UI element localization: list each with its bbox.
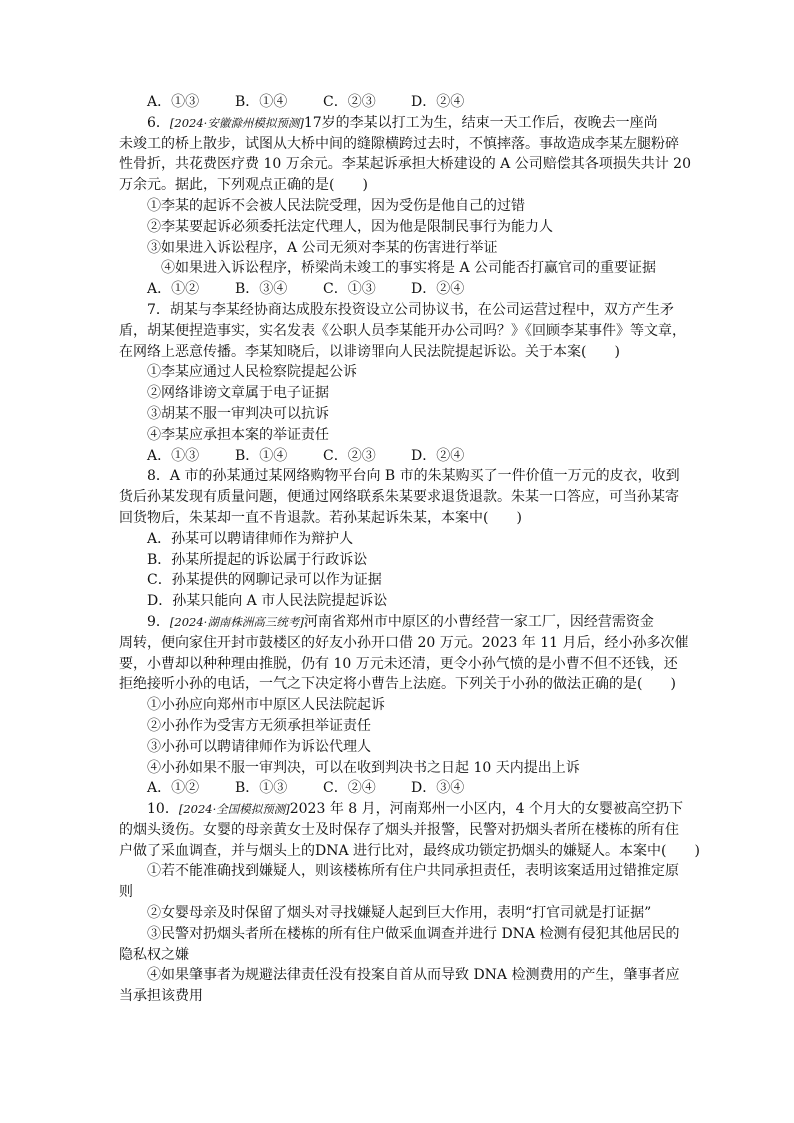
q5-option-a: A．①③ bbox=[147, 94, 200, 110]
q9-source: [2024·湖南株洲高三统考] bbox=[169, 614, 304, 629]
q10-item-2: ②女婴母亲及时保留了烟头对寻找嫌疑人起到巨大作用，表明“打官司就是打证据” bbox=[147, 905, 652, 922]
q6-item-2: ②李某要起诉必须委托法定代理人，因为他是限制民事行为能力人 bbox=[147, 218, 553, 235]
q10-item-1-line-1: ①若不能准确找到嫌疑人，则该楼栋所有住户共同承担责任，表明该案适用过错推定原 bbox=[147, 863, 679, 880]
q10-stem-text-1: 2023 年 8 月，河南郑州一小区内，4 个月大的女婴被高空扔下 bbox=[289, 801, 683, 818]
q9-item-2: ②小孙作为受害方无须承担举证责任 bbox=[147, 717, 371, 734]
q5-option-c: C．②③ bbox=[323, 94, 376, 110]
q8-choice-d: D．孙某只能向 A 市人民法院提起诉讼 bbox=[147, 593, 388, 610]
q6-option-b: B．③④ bbox=[235, 281, 288, 298]
q9-stem-line-3: 要，小曹却以种种理由推脱，仍有 10 万元未还清，更令小孙气愤的是小曹不但不还钱，还 bbox=[119, 655, 678, 672]
q10-item-1-line-2: 则 bbox=[119, 884, 133, 901]
q9-stem-line-2: 周转，便向家住开封市鼓楼区的好友小孙开口借 20 万元。2023 年 11 月后，经小孙多次催 bbox=[119, 634, 689, 651]
q9-stem-line-4: 拒绝接听小孙的电话，一气之下决定将小曹告上法庭。下列关于小孙的做法正确的是( ) bbox=[119, 676, 676, 693]
q6-number: 6． bbox=[147, 114, 170, 131]
q7-stem-line-2: 盾，胡某便捏造事实，实名发表《公职人员李某能开办公司吗？》《回顾李某事件》等文章， bbox=[119, 322, 686, 339]
q7-stem-line-3: 在网络上恶意传播。李某知晓后，以诽谤罪向人民法院提起诉讼。关于本案( ) bbox=[119, 343, 620, 360]
q6-option-d: D．②④ bbox=[411, 281, 465, 298]
q7-option-a: A．①③ bbox=[147, 447, 200, 464]
q7-stem-line-1: 7．胡某与李某经协商达成股东投资设立公司协议书，在公司运营过程中，双方产生矛 bbox=[147, 301, 674, 318]
q7-option-d: D．②④ bbox=[411, 447, 465, 464]
q9-option-d: D．③④ bbox=[411, 780, 465, 797]
q8-choice-a: A．孙某可以聘请律师作为辩护人 bbox=[147, 530, 354, 547]
q9-option-a: A．①② bbox=[147, 780, 200, 797]
q9-stem-line-1 bbox=[119, 612, 679, 633]
q9-stem-text-1: 河南省郑州市中原区的小曹经营一家工厂，因经营需资金 bbox=[303, 613, 654, 630]
q6-option-c: C．①③ bbox=[323, 281, 376, 298]
q7-option-b: B．①④ bbox=[235, 447, 288, 464]
q9-item-3: ③小孙可以聘请律师作为诉讼代理人 bbox=[147, 738, 371, 755]
q6-item-1: ①李某的起诉不会被人民法院受理，因为受伤是他自己的过错 bbox=[147, 197, 525, 214]
q9-options bbox=[119, 778, 679, 799]
q10-item-4-line-1: ④如果肇事者为规避法律责任没有投案自首从而导致 DNA 检测费用的产生，肇事者应 bbox=[147, 967, 680, 984]
q6-source: [2024·安徽滁州模拟预测] bbox=[169, 115, 304, 130]
exam-page bbox=[119, 92, 700, 1007]
q7-item-3: ③胡某不服一审判决可以抗诉 bbox=[147, 405, 329, 422]
q6-stem-line-4: 万余元。据此，下列观点正确的是( ) bbox=[119, 177, 368, 194]
q6-options bbox=[119, 279, 679, 300]
q7-item-2: ②网络诽谤文章属于电子证据 bbox=[147, 385, 329, 402]
q7-item-1: ①李某应通过人民检察院提起公诉 bbox=[147, 364, 357, 381]
q10-source: [2024·全国模拟预测] bbox=[178, 802, 290, 817]
q10-number: 10． bbox=[147, 801, 179, 818]
q10-item-4-line-2: 当承担该费用 bbox=[119, 988, 203, 1005]
q8-choice-c: C．孙某提供的网聊记录可以作为证据 bbox=[147, 572, 382, 589]
q6-item-4: ④如果进入诉讼程序，桥梁尚未竣工的事实将是 A 公司能否打赢官司的重要证据 bbox=[161, 260, 657, 277]
q8-stem-line-1: 8．A 市的孙某通过某网络购物平台向 B 市的朱某购买了一件价值一万元的皮衣，收到 bbox=[147, 468, 680, 485]
q9-option-b: B．①③ bbox=[235, 780, 288, 797]
q9-number: 9． bbox=[147, 613, 170, 630]
q8-stem-line-3: 回货物后，朱某却一直不肯退款。若孙某起诉朱某，本案中( ) bbox=[119, 509, 522, 526]
q6-option-a: A．①② bbox=[147, 281, 200, 298]
q10-stem-line-2: 的烟头烫伤。女婴的母亲黄女士及时保存了烟头并报警，民警对扔烟头者所在楼栋的所有住 bbox=[119, 821, 679, 838]
q8-choice-b: B．孙某所提起的诉讼属于行政诉讼 bbox=[147, 551, 368, 568]
q9-option-c: C．②④ bbox=[323, 780, 376, 797]
q10-stem-line-1 bbox=[119, 799, 683, 820]
q7-option-c: C．②③ bbox=[323, 447, 376, 464]
q9-item-4: ④小孙如果不服一审判决，可以在收到判决书之日起 10 天内提出上诉 bbox=[147, 759, 580, 776]
q7-item-4: ④李某应承担本案的举证责任 bbox=[147, 426, 329, 443]
q10-stem-line-3: 户做了采血调查，并与烟头上的DNA 进行比对，最终成功锁定扔烟头的嫌疑人。本案中( ) bbox=[119, 842, 700, 859]
q5-options bbox=[119, 92, 679, 113]
q9-item-1: ①小孙应向郑州市中原区人民法院起诉 bbox=[147, 697, 385, 714]
q8-stem-line-2: 货后孙某发现有质量问题，便通过网络联系朱某要求退货退款。朱某一口答应，可当孙某寄 bbox=[119, 489, 679, 506]
q10-item-3-line-2: 隐私权之嫌 bbox=[119, 946, 189, 963]
q6-stem-line-1 bbox=[119, 113, 679, 134]
q5-option-b: B．①④ bbox=[235, 94, 288, 110]
q6-stem-line-3: 性骨折，共花费医疗费 10 万余元。李某起诉承担大桥建设的 A 公司赔偿其各项损失共计 20 bbox=[119, 156, 691, 173]
q5-option-d: D．②④ bbox=[411, 94, 465, 110]
q6-stem-line-2: 未竣工的桥上散步，试图从大桥中间的缝隙横跨过去时，不慎摔落。事故造成李某左腿粉碎 bbox=[119, 135, 679, 152]
q10-item-3-line-1: ③民警对扔烟头者所在楼栋的所有住户做采血调查并进行 DNA 检测有侵犯其他居民的 bbox=[147, 925, 680, 942]
q7-options bbox=[119, 446, 679, 467]
q6-item-3: ③如果进入诉讼程序，A 公司无须对李某的伤害进行举证 bbox=[147, 239, 498, 256]
q6-stem-text-1: 17岁的李某以打工为生，结束一天工作后，夜晚去一座尚 bbox=[303, 114, 658, 131]
